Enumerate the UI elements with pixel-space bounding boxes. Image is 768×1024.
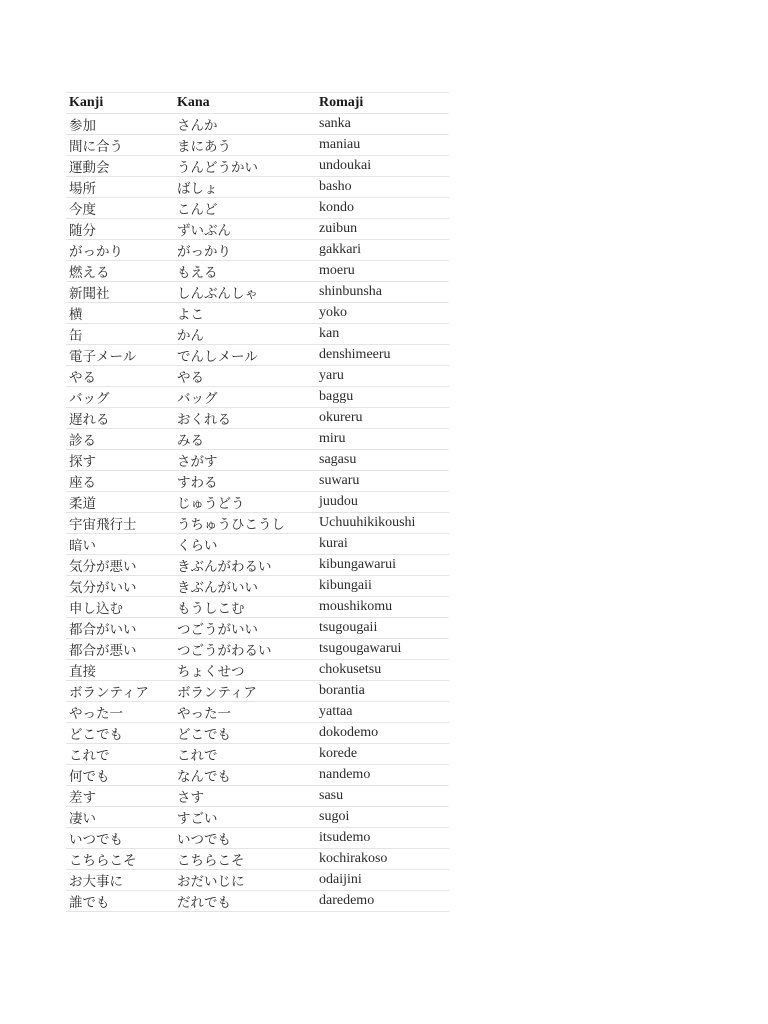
kana-cell: きぶんがわるい bbox=[174, 555, 316, 576]
kanji-cell: 差す bbox=[66, 786, 174, 807]
table-row bbox=[66, 387, 449, 408]
romaji-cell: yattaa bbox=[316, 702, 449, 723]
romaji-cell: miru bbox=[316, 429, 449, 450]
kana-cell: こんど bbox=[174, 198, 316, 219]
kanji-cell: やる bbox=[66, 366, 174, 387]
romaji-cell: basho bbox=[316, 177, 449, 198]
romaji-cell: tsugougawarui bbox=[316, 639, 449, 660]
table-row bbox=[66, 576, 449, 597]
romaji-cell: zuibun bbox=[316, 219, 449, 240]
table-row bbox=[66, 786, 449, 807]
kana-cell: しんぶんしゃ bbox=[174, 282, 316, 303]
kanji-cell: 探す bbox=[66, 450, 174, 471]
kanji-cell: 誰でも bbox=[66, 891, 174, 912]
kana-cell: つごうがわるい bbox=[174, 639, 316, 660]
table-row bbox=[66, 261, 449, 282]
kana-cell: きぶんがいい bbox=[174, 576, 316, 597]
romaji-cell: kan bbox=[316, 324, 449, 345]
table-row bbox=[66, 324, 449, 345]
romaji-cell: Uchuuhikikoushi bbox=[316, 513, 449, 534]
romaji-cell: moushikomu bbox=[316, 597, 449, 618]
romaji-cell: kibungawarui bbox=[316, 555, 449, 576]
kana-cell: やる bbox=[174, 366, 316, 387]
table-row bbox=[66, 240, 449, 261]
romaji-cell: dokodemo bbox=[316, 723, 449, 744]
kanji-cell: こちらこそ bbox=[66, 849, 174, 870]
kanji-cell: 気分がいい bbox=[66, 576, 174, 597]
romaji-cell: denshimeeru bbox=[316, 345, 449, 366]
table-row bbox=[66, 681, 449, 702]
kana-cell: まにあう bbox=[174, 135, 316, 156]
kana-cell: やった一 bbox=[174, 702, 316, 723]
romaji-cell: kibungaii bbox=[316, 576, 449, 597]
kanji-cell: 横 bbox=[66, 303, 174, 324]
kanji-cell: 宇宙飛行士 bbox=[66, 513, 174, 534]
romaji-cell: suwaru bbox=[316, 471, 449, 492]
kanji-cell: バッグ bbox=[66, 387, 174, 408]
table-row bbox=[66, 177, 449, 198]
kanji-cell: どこでも bbox=[66, 723, 174, 744]
table-row bbox=[66, 828, 449, 849]
kana-cell: ボランティア bbox=[174, 681, 316, 702]
kanji-cell: 凄い bbox=[66, 807, 174, 828]
kanji-cell: 今度 bbox=[66, 198, 174, 219]
kanji-cell: いつでも bbox=[66, 828, 174, 849]
romaji-cell: sagasu bbox=[316, 450, 449, 471]
romaji-cell: shinbunsha bbox=[316, 282, 449, 303]
table-row bbox=[66, 660, 449, 681]
kanji-cell: 診る bbox=[66, 429, 174, 450]
kana-cell: すわる bbox=[174, 471, 316, 492]
table-row bbox=[66, 303, 449, 324]
header-romaji: Romaji bbox=[316, 93, 449, 114]
kanji-cell: がっかり bbox=[66, 240, 174, 261]
kanji-cell: 場所 bbox=[66, 177, 174, 198]
kana-cell: でんしメール bbox=[174, 345, 316, 366]
table-row bbox=[66, 513, 449, 534]
romaji-cell: yaru bbox=[316, 366, 449, 387]
vocabulary-table bbox=[66, 92, 449, 912]
kana-cell: バッグ bbox=[174, 387, 316, 408]
header-kanji: Kanji bbox=[66, 93, 174, 114]
table-row bbox=[66, 765, 449, 786]
table-row bbox=[66, 345, 449, 366]
table-row bbox=[66, 198, 449, 219]
romaji-cell: sasu bbox=[316, 786, 449, 807]
kanji-cell: これで bbox=[66, 744, 174, 765]
table-header-row bbox=[66, 93, 449, 114]
kanji-cell: 何でも bbox=[66, 765, 174, 786]
romaji-cell: tsugougaii bbox=[316, 618, 449, 639]
table-row bbox=[66, 555, 449, 576]
table-row bbox=[66, 891, 449, 912]
table-row bbox=[66, 156, 449, 177]
kanji-cell: 随分 bbox=[66, 219, 174, 240]
table-row bbox=[66, 282, 449, 303]
kanji-cell: 運動会 bbox=[66, 156, 174, 177]
kana-cell: うんどうかい bbox=[174, 156, 316, 177]
kanji-cell: お大事に bbox=[66, 870, 174, 891]
romaji-cell: yoko bbox=[316, 303, 449, 324]
kanji-cell: 燃える bbox=[66, 261, 174, 282]
romaji-cell: maniau bbox=[316, 135, 449, 156]
kanji-cell: 気分が悪い bbox=[66, 555, 174, 576]
kana-cell: ちょくせつ bbox=[174, 660, 316, 681]
kana-cell: おだいじに bbox=[174, 870, 316, 891]
table-row bbox=[66, 723, 449, 744]
romaji-cell: sanka bbox=[316, 114, 449, 135]
kana-cell: だれでも bbox=[174, 891, 316, 912]
kana-cell: ばしょ bbox=[174, 177, 316, 198]
table-row bbox=[66, 408, 449, 429]
romaji-cell: odaijini bbox=[316, 870, 449, 891]
table-row bbox=[66, 219, 449, 240]
kana-cell: がっかり bbox=[174, 240, 316, 261]
romaji-cell: gakkari bbox=[316, 240, 449, 261]
table-row bbox=[66, 702, 449, 723]
kana-cell: もえる bbox=[174, 261, 316, 282]
kana-cell: うちゅうひこうし bbox=[174, 513, 316, 534]
kana-cell: さす bbox=[174, 786, 316, 807]
kana-cell: なんでも bbox=[174, 765, 316, 786]
kanji-cell: 申し込む bbox=[66, 597, 174, 618]
romaji-cell: itsudemo bbox=[316, 828, 449, 849]
table-body bbox=[66, 114, 449, 912]
kana-cell: じゅうどう bbox=[174, 492, 316, 513]
table-row bbox=[66, 114, 449, 135]
table-row bbox=[66, 870, 449, 891]
romaji-cell: okureru bbox=[316, 408, 449, 429]
table-row bbox=[66, 849, 449, 870]
kana-cell: よこ bbox=[174, 303, 316, 324]
kana-cell: さがす bbox=[174, 450, 316, 471]
kana-cell: おくれる bbox=[174, 408, 316, 429]
kanji-cell: 暗い bbox=[66, 534, 174, 555]
kanji-cell: 柔道 bbox=[66, 492, 174, 513]
kanji-cell: ボランティア bbox=[66, 681, 174, 702]
kana-cell: こちらこそ bbox=[174, 849, 316, 870]
kanji-cell: 都合が悪い bbox=[66, 639, 174, 660]
kanji-cell: 座る bbox=[66, 471, 174, 492]
kana-cell: さんか bbox=[174, 114, 316, 135]
table-row bbox=[66, 639, 449, 660]
romaji-cell: undoukai bbox=[316, 156, 449, 177]
table-row bbox=[66, 534, 449, 555]
kana-cell: かん bbox=[174, 324, 316, 345]
kana-cell: つごうがいい bbox=[174, 618, 316, 639]
kanji-cell: やった一 bbox=[66, 702, 174, 723]
romaji-cell: sugoi bbox=[316, 807, 449, 828]
table-row bbox=[66, 618, 449, 639]
table-row bbox=[66, 744, 449, 765]
kana-cell: もうしこむ bbox=[174, 597, 316, 618]
romaji-cell: kondo bbox=[316, 198, 449, 219]
table-row bbox=[66, 492, 449, 513]
kana-cell: どこでも bbox=[174, 723, 316, 744]
kanji-cell: 缶 bbox=[66, 324, 174, 345]
kanji-cell: 直接 bbox=[66, 660, 174, 681]
table-row bbox=[66, 807, 449, 828]
kana-cell: いつでも bbox=[174, 828, 316, 849]
kanji-cell: 電子メール bbox=[66, 345, 174, 366]
table-row bbox=[66, 429, 449, 450]
romaji-cell: korede bbox=[316, 744, 449, 765]
kanji-cell: 間に合う bbox=[66, 135, 174, 156]
kanji-cell: 新聞社 bbox=[66, 282, 174, 303]
kana-cell: ずいぶん bbox=[174, 219, 316, 240]
kana-cell: くらい bbox=[174, 534, 316, 555]
romaji-cell: chokusetsu bbox=[316, 660, 449, 681]
kana-cell: これで bbox=[174, 744, 316, 765]
table-row bbox=[66, 135, 449, 156]
kanji-cell: 遅れる bbox=[66, 408, 174, 429]
romaji-cell: nandemo bbox=[316, 765, 449, 786]
romaji-cell: juudou bbox=[316, 492, 449, 513]
romaji-cell: baggu bbox=[316, 387, 449, 408]
table-row bbox=[66, 366, 449, 387]
header-kana: Kana bbox=[174, 93, 316, 114]
table-row bbox=[66, 597, 449, 618]
kanji-cell: 都合がいい bbox=[66, 618, 174, 639]
romaji-cell: kurai bbox=[316, 534, 449, 555]
romaji-cell: daredemo bbox=[316, 891, 449, 912]
romaji-cell: moeru bbox=[316, 261, 449, 282]
table-row bbox=[66, 450, 449, 471]
table-row bbox=[66, 471, 449, 492]
kana-cell: すごい bbox=[174, 807, 316, 828]
romaji-cell: borantia bbox=[316, 681, 449, 702]
kanji-cell: 参加 bbox=[66, 114, 174, 135]
romaji-cell: kochirakoso bbox=[316, 849, 449, 870]
kana-cell: みる bbox=[174, 429, 316, 450]
